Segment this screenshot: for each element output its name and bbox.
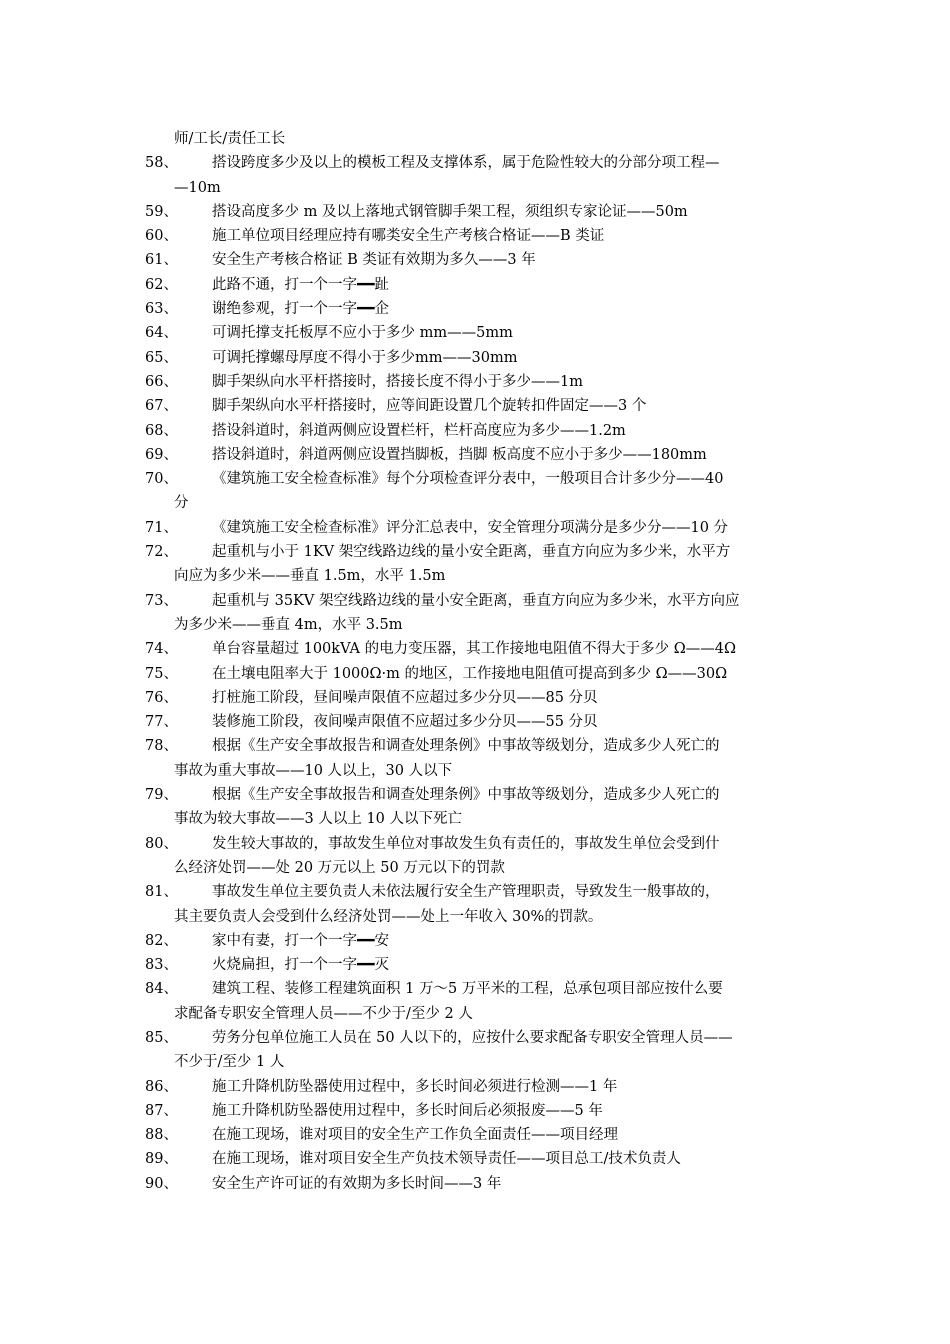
item-number: 72、	[145, 544, 178, 561]
item-number: 86、	[145, 1078, 178, 1095]
item-text: 搭设跨度多少及以上的模板工程及支撑体系，属于危险性较大的分部分项工程—	[212, 155, 720, 172]
list-item	[145, 151, 813, 175]
list-item	[145, 248, 813, 272]
item-text-continuation: —10m	[174, 179, 221, 196]
item-number: 76、	[145, 689, 178, 706]
list-item	[145, 710, 813, 734]
item-number: 61、	[145, 252, 178, 269]
list-item	[145, 467, 813, 491]
item-number: 63、	[145, 301, 178, 318]
item-text: 根据《生产安全事故报告和调查处理条例》中事故等级划分，造成多少人死亡的	[212, 787, 720, 804]
item-text: 此路不通，打一个一字━━趾	[212, 276, 389, 293]
item-number: 81、	[145, 884, 178, 901]
list-item	[145, 419, 813, 443]
list-item	[145, 394, 813, 418]
list-item	[145, 321, 813, 345]
list-item	[145, 783, 813, 807]
item-text-continuation: 向应为多少米——垂直 1.5m，水平 1.5m	[174, 568, 446, 585]
item-text: 安全生产许可证的有效期为多长时间——3 年	[212, 1175, 502, 1192]
qa-list	[145, 127, 813, 1196]
item-text: 搭设斜道时，斜道两侧应设置挡脚板，挡脚 板高度不应小于多少——180mm	[212, 446, 707, 463]
item-text: 脚手架纵向水平杆搭接时，搭接长度不得小于多少——1m	[212, 373, 583, 390]
item-text: 事故发生单位主要负责人未依法履行安全生产管理职责，导致发生一般事故的，	[212, 884, 720, 901]
item-number: 70、	[145, 471, 178, 488]
item-text: 《建筑施工安全检查标准》每个分项检查评分表中，一般项目合计多少分——40	[212, 471, 724, 488]
list-item	[145, 443, 813, 467]
item-text: 火烧扁担，打一个一字━━灭	[212, 957, 389, 974]
list-item	[145, 589, 813, 613]
item-text-continuation: 分	[174, 495, 189, 512]
item-text-continuation: 么经济处罚——处 20 万元以上 50 万元以下的罚款	[174, 859, 505, 876]
item-text: 根据《生产安全事故报告和调查处理条例》中事故等级划分，造成多少人死亡的	[212, 738, 720, 755]
list-item	[145, 953, 813, 977]
item-text: 打桩施工阶段，昼间噪声限值不应超过多少分贝——85 分贝	[212, 689, 598, 706]
item-text: 发生较大事故的，事故发生单位对事故发生负有责任的，事故发生单位会受到什	[212, 835, 720, 852]
item-text: 单台容量超过 100kVA 的电力变压器，其工作接地电阻值不得大于多少 Ω——4Ω	[212, 641, 737, 658]
item-text-continuation: 不少于/至少 1 人	[174, 1054, 285, 1071]
item-text: 装修施工阶段，夜间噪声限值不应超过多少分贝——55 分贝	[212, 714, 598, 731]
list-item	[145, 832, 813, 856]
item-text: 在土壤电阻率大于 1000Ω·m 的地区，工作接地电阻值可提高到多少 Ω——30Ω	[212, 665, 728, 682]
item-text: 《建筑施工安全检查标准》评分汇总表中，安全管理分项满分是多少分——10 分	[212, 519, 729, 536]
list-item	[145, 1026, 813, 1050]
list-item	[145, 929, 813, 953]
item-number: 74、	[145, 641, 178, 658]
item-number: 64、	[145, 325, 178, 342]
item-number: 87、	[145, 1102, 178, 1119]
list-item	[145, 1147, 813, 1171]
list-item	[145, 977, 813, 1001]
item-number: 80、	[145, 835, 178, 852]
item-text: 搭设高度多少 m 及以上落地式钢管脚手架工程，须组织专家论证——50m	[212, 203, 688, 220]
list-item	[145, 1172, 813, 1196]
item-text: 家中有妻，打一个一字━━安	[212, 932, 389, 949]
list-item	[145, 662, 813, 686]
item-text: 可调托撑螺母厚度不得小于多少mm——30mm	[212, 349, 518, 366]
item-number: 68、	[145, 422, 178, 439]
list-item	[145, 734, 813, 758]
item-number: 84、	[145, 981, 178, 998]
item-text: 起重机与小于 1KV 架空线路边线的量小安全距离，垂直方向应为多少米，水平方	[212, 544, 731, 561]
item-text-continuation: 事故为重大事故——10 人以上，30 人以下	[174, 762, 453, 779]
item-number: 83、	[145, 957, 178, 974]
item-number: 66、	[145, 373, 178, 390]
item-number: 88、	[145, 1127, 178, 1144]
item-text-continuation: 事故为较大事故——3 人以上 10 人以下死亡	[174, 811, 463, 828]
item-number: 77、	[145, 714, 178, 731]
list-item	[145, 686, 813, 710]
item-number: 78、	[145, 738, 178, 755]
item-number: 79、	[145, 787, 178, 804]
item-text: 在施工现场，谁对项目的安全生产工作负全面责任——项目经理	[212, 1127, 618, 1144]
list-item	[145, 224, 813, 248]
list-item-continuation: 师/工长/责任工长	[174, 131, 286, 147]
item-text: 在施工现场，谁对项目安全生产负技术领导责任——项目总工/技术负责人	[212, 1151, 681, 1168]
list-item	[145, 370, 813, 394]
list-item	[145, 273, 813, 297]
item-number: 89、	[145, 1151, 178, 1168]
list-item	[145, 1123, 813, 1147]
list-item	[145, 200, 813, 224]
item-number: 62、	[145, 276, 178, 293]
item-text-continuation: 求配备专职安全管理人员——不少于/至少 2 人	[174, 1005, 473, 1022]
list-item	[145, 346, 813, 370]
item-number: 58、	[145, 155, 178, 172]
item-number: 85、	[145, 1029, 178, 1046]
list-item	[145, 516, 813, 540]
item-text: 施工升降机防坠器使用过程中，多长时间必须进行检测——1 年	[212, 1078, 618, 1095]
list-item	[145, 540, 813, 564]
item-text: 劳务分包单位施工人员在 50 人以下的，应按什么要求配备专职安全管理人员——	[212, 1029, 733, 1046]
item-number: 90、	[145, 1175, 178, 1192]
item-number: 75、	[145, 665, 178, 682]
item-number: 59、	[145, 203, 178, 220]
list-item	[145, 880, 813, 904]
item-text: 谢绝参观，打一个一字━━企	[212, 301, 389, 318]
list-item	[145, 637, 813, 661]
item-text: 脚手架纵向水平杆搭接时，应等间距设置几个旋转扣件固定——3 个	[212, 398, 647, 415]
item-text: 安全生产考核合格证 B 类证有效期为多久——3 年	[212, 252, 536, 269]
item-number: 60、	[145, 228, 178, 245]
item-text: 搭设斜道时，斜道两侧应设置栏杆，栏杆高度应为多少——1.2m	[212, 422, 626, 439]
item-text-continuation: 为多少米——垂直 4m，水平 3.5m	[174, 616, 403, 633]
item-text-continuation: 其主要负责人会受到什么经济处罚——处上一年收入 30%的罚款。	[174, 908, 603, 925]
item-number: 67、	[145, 398, 178, 415]
item-number: 69、	[145, 446, 178, 463]
item-text: 施工升降机防坠器使用过程中，多长时间后必须报废——5 年	[212, 1102, 603, 1119]
list-item	[145, 1099, 813, 1123]
list-item	[145, 297, 813, 321]
item-text: 施工单位项目经理应持有哪类安全生产考核合格证——B 类证	[212, 228, 605, 245]
item-text: 可调托撑支托板厚不应小于多少 mm——5mm	[212, 325, 513, 342]
item-number: 82、	[145, 932, 178, 949]
list-item	[145, 1075, 813, 1099]
item-number: 73、	[145, 592, 178, 609]
item-number: 65、	[145, 349, 178, 366]
item-number: 71、	[145, 519, 178, 536]
item-text: 建筑工程、装修工程建筑面积 1 万～5 万平米的工程，总承包项目部应按什么要	[212, 981, 723, 998]
item-text: 起重机与 35KV 架空线路边线的量小安全距离，垂直方向应为多少米，水平方向应	[212, 592, 740, 609]
